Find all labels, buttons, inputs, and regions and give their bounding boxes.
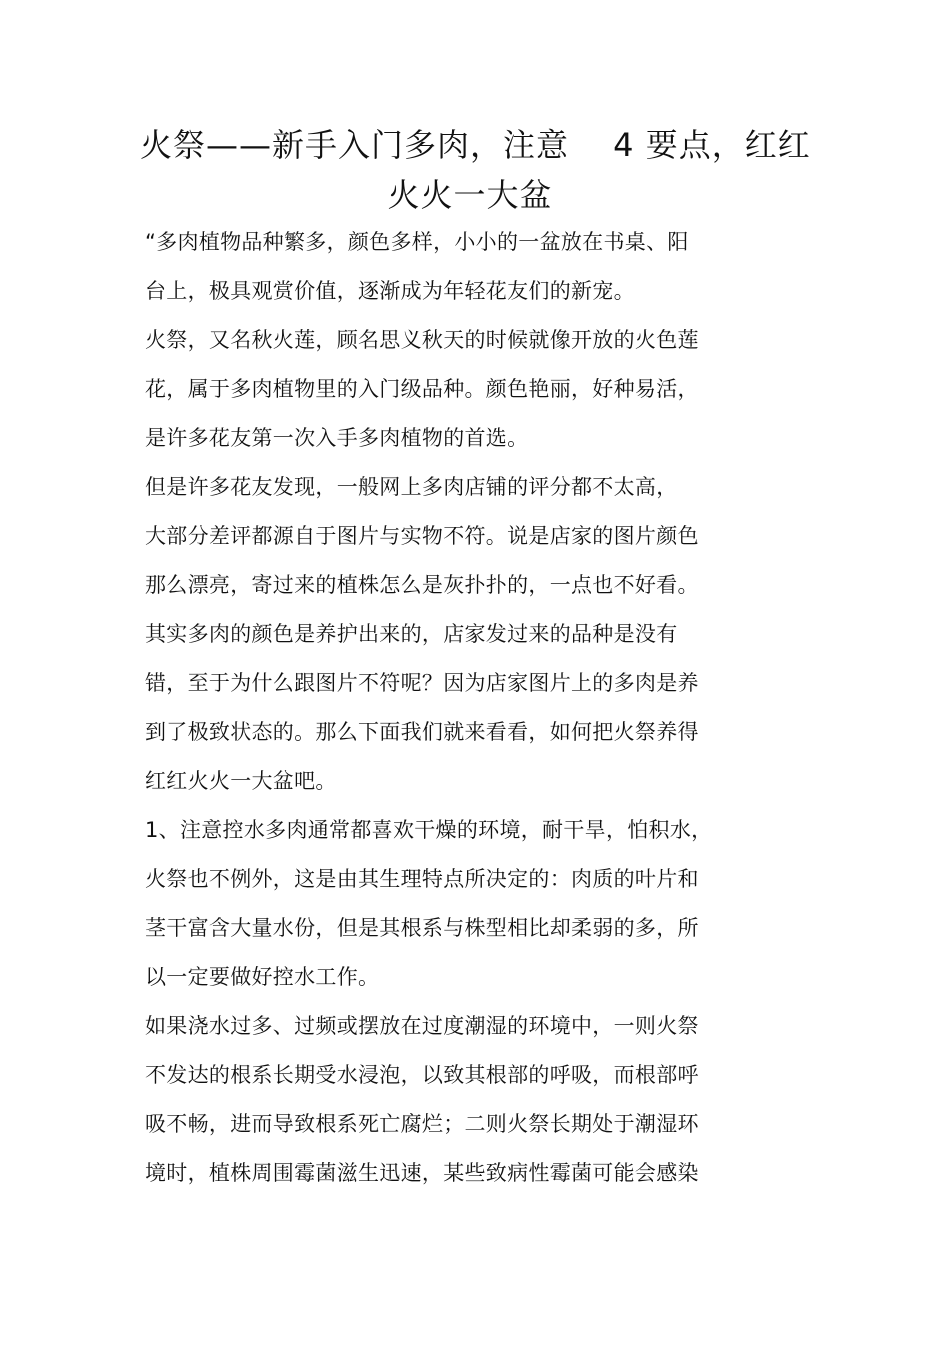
body-line: 花，属于多肉植物里的入门级品种。颜色艳丽，好种易活， [145,377,699,401]
body-line: 那么漂亮，寄过来的植株怎么是灰扑扑的，一点也不好看。 [145,573,699,597]
body-line: 不发达的根系长期受水浸泡，以致其根部的呼吸，而根部呼 [145,1063,699,1087]
body-line: 以一定要做好控水工作。 [145,965,380,989]
body-line: 大部分差评都源自于图片与实物不符。说是店家的图片颜色 [145,524,699,548]
body-line: 台上，极具观赏价值，逐渐成为年轻花友们的新宠。 [145,279,635,303]
body-line: 1、注意控水多肉通常都喜欢干燥的环境，耐干旱，怕积水， [145,818,713,842]
document-title [140,120,811,220]
body-line: 红红火火一大盆吧。 [145,769,337,793]
title-line-1: 火祭——新手入门多肉，注意 4 要点，红红 [140,126,811,164]
body-line: 火祭也不例外，这是由其生理特点所决定的：肉质的叶片和 [145,867,699,891]
title-line-2: 火火一大盆 [387,176,553,214]
body-line: 但是许多花友发现，一般网上多肉店铺的评分都不太高， [145,475,678,499]
body-line: 如果浇水过多、过频或摆放在过度潮湿的环境中，一则火祭 [145,1014,699,1038]
body-line: “多肉植物品种繁多，颜色多样，小小的一盆放在书桌、阳 [145,230,689,254]
document-body [145,218,765,1198]
body-line: 茎干富含大量水份，但是其根系与株型相比却柔弱的多，所 [145,916,699,940]
body-line: 火祭，又名秋火莲，顾名思义秋天的时候就像开放的火色莲 [145,328,699,352]
body-line: 是许多花友第一次入手多肉植物的首选。 [145,426,529,450]
body-line: 错，至于为什么跟图片不符呢？因为店家图片上的多肉是养 [145,671,699,695]
body-line: 到了极致状态的。那么下面我们就来看看，如何把火祭养得 [145,720,699,744]
body-line: 境时，植株周围霉菌滋生迅速，某些致病性霉菌可能会感染 [145,1161,699,1185]
body-line: 吸不畅，进而导致根系死亡腐烂；二则火祭长期处于潮湿环 [145,1112,699,1136]
body-line: 其实多肉的颜色是养护出来的，店家发过来的品种是没有 [145,622,678,646]
